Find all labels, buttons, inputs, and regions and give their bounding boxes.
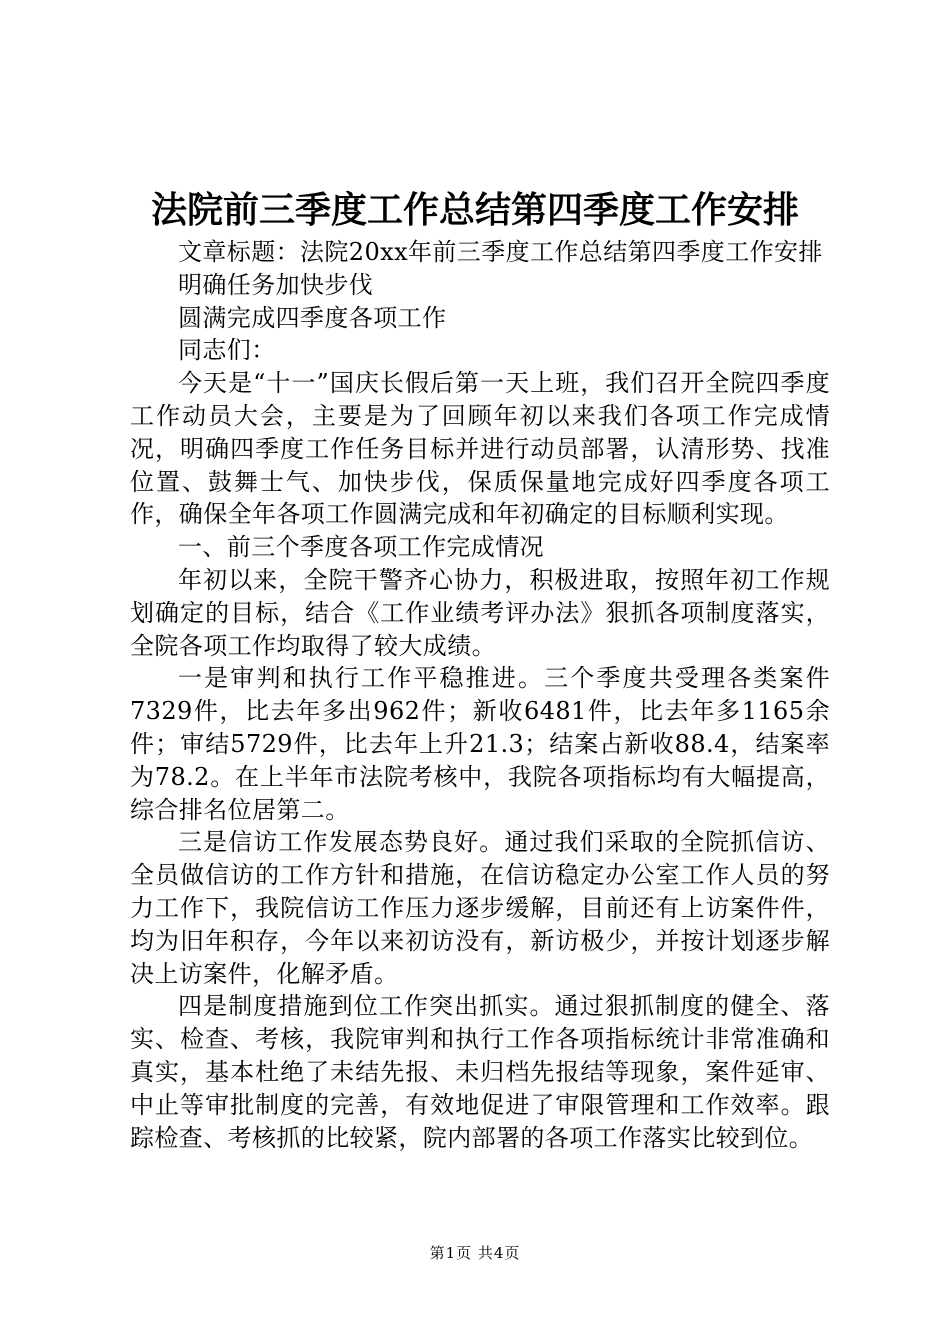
body-paragraph: 一是审判和执行工作平稳推进。三个季度共受理各类案件7329件，比去年多出962件；新收6481件，比去年多1165余件；审结5729件，比去年上升21.3；结案占新收88.4，结案率为78.2。在上半年市法院考核中，我院各项指标均有大幅提高，综合排名位居第二。: [130, 664, 830, 824]
body-paragraph: 三是信访工作发展态势良好。通过我们采取的全院抓信访、全员做信访的工作方针和措施，在信访稳定办公室工作人员的努力工作下，我院信访工作压力逐步缓解，目前还有上访案件件，均为旧年积存，今年以来初访没有，新访极少，并按计划逐步解决上访案件，化解矛盾。: [130, 828, 830, 988]
body-paragraph: 年初以来，全院干警齐心协力，积极进取，按照年初工作规划确定的目标，结合《工作业绩考评办法》狠抓各项制度落实，全院各项工作均取得了较大成绩。: [130, 565, 830, 660]
document-body: [130, 236, 830, 1154]
document-title: 法院前三季度工作总结第四季度工作安排: [150, 189, 799, 231]
article-title-line: 文章标题：法院20xx年前三季度工作总结第四季度工作安排: [178, 238, 823, 266]
body-paragraph: 四是制度措施到位工作突出抓实。通过狠抓制度的健全、落实、检查、考核，我院审判和执行工作各项指标统计非常准确和真实，基本杜绝了未结先报、未归档先报结等现象，案件延审、中止等审批制度的完善，有效地促进了审限管理和工作效率。跟踪检查、考核抓的比较紧，院内部署的各项工作落实比较到位。: [130, 992, 830, 1152]
slogan-line-2: 圆满完成四季度各项工作: [178, 303, 447, 332]
slogan-line-1: 明确任务加快步伐: [178, 270, 374, 299]
salutation: 同志们：: [178, 336, 276, 365]
intro-paragraph: 今天是“十一”国庆长假后第一天上班，我们召开全院四季度工作动员大会，主要是为了回顾年初以来我们各项工作完成情况，明确四季度工作任务目标并进行动员部署，认清形势、找准位置、鼓舞士气、加快步伐，保质保量地完成好四季度各项工作，确保全年各项工作圆满完成和年初确定的目标顺利实现。: [130, 369, 830, 529]
section-heading-1: 一、前三个季度各项工作完成情况: [178, 533, 544, 562]
page-footer: 第1页 共4页: [429, 1244, 521, 1262]
